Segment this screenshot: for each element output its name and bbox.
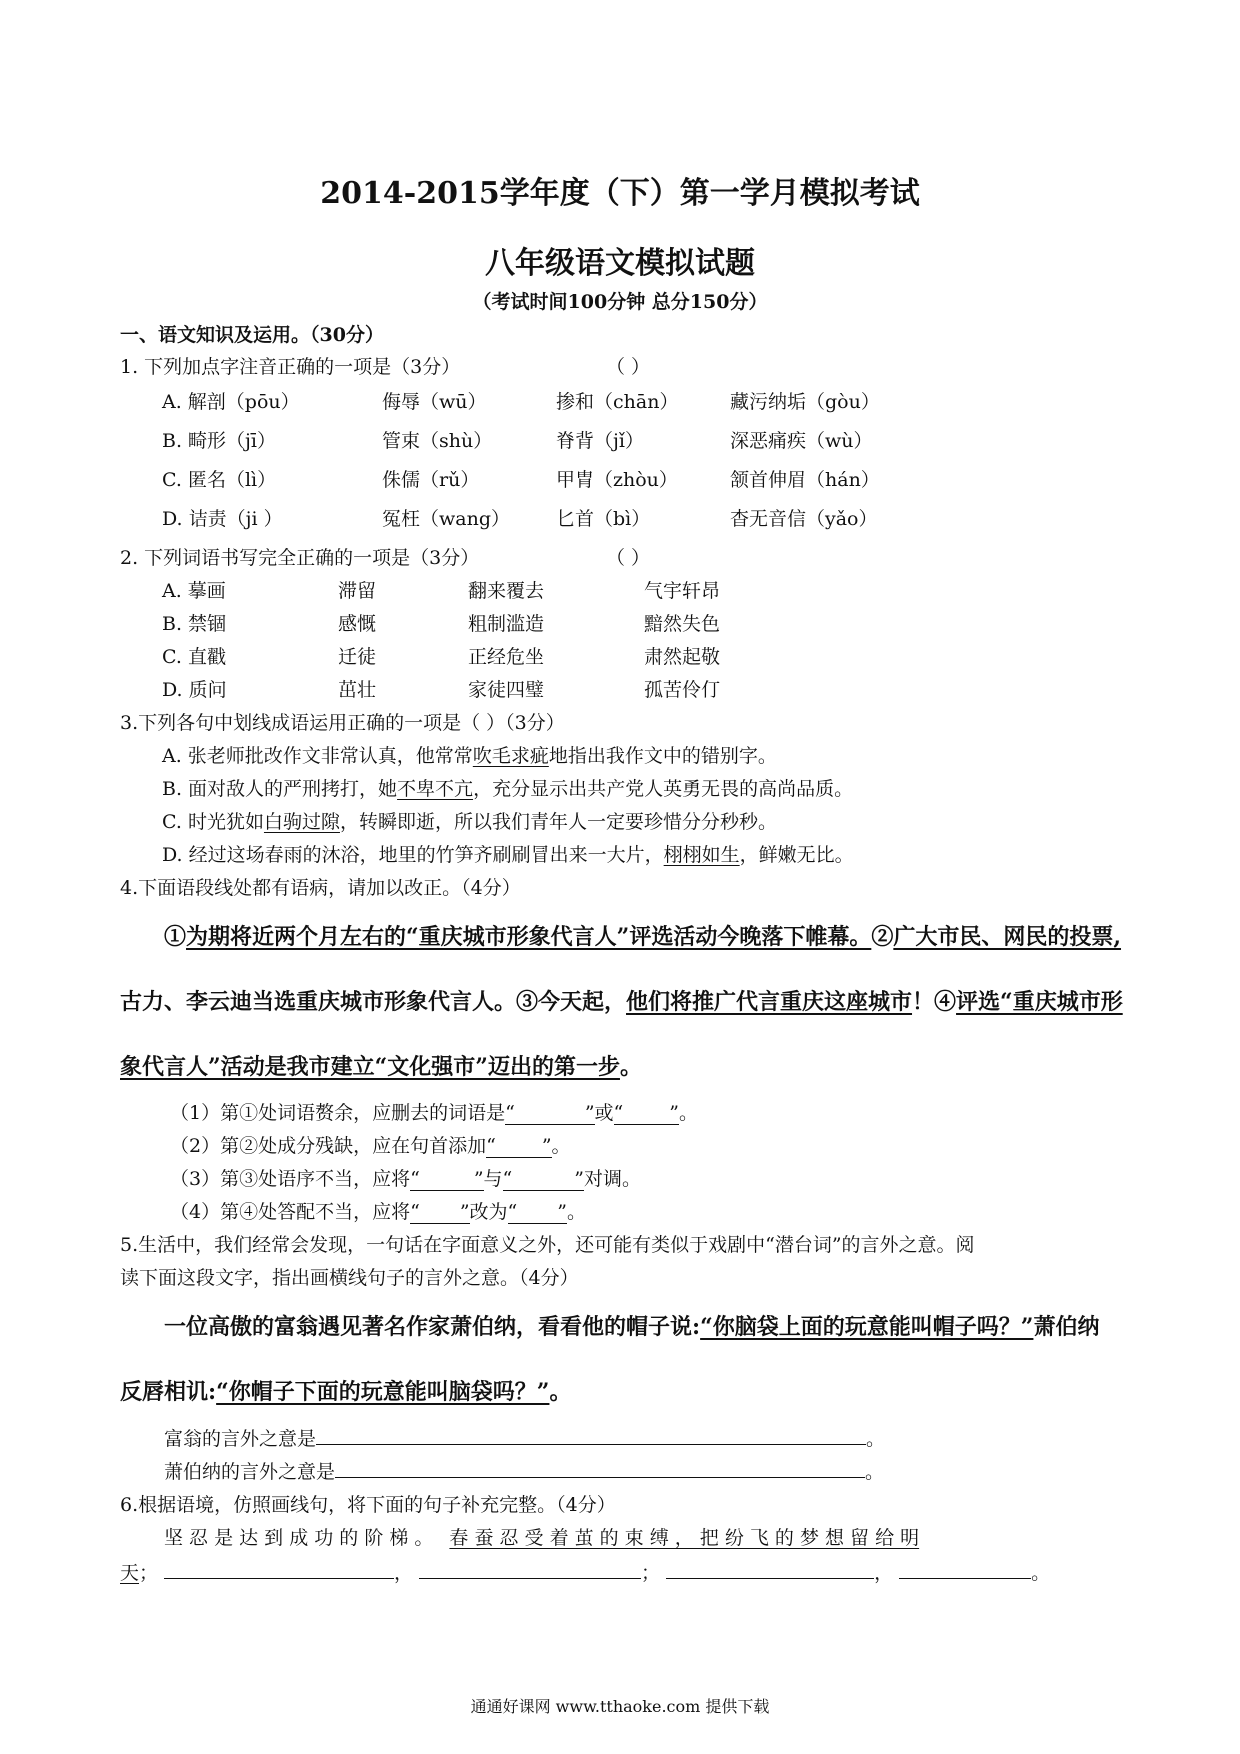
q2-c-1: C. 直戳: [162, 646, 226, 668]
q1-a-4: 藏污纳垢（gòu）: [730, 391, 880, 413]
q1-c-3: 甲胄（zhòu）: [556, 469, 678, 491]
q4-passage-line2: 古力、李云迪当选重庆城市形象代言人。③今天起，他们将推广代言重庆这座城市！④评选“重庆城市形: [120, 989, 1123, 1015]
q2-b-3: 粗制滥造: [468, 613, 545, 635]
q3-stem: 3.下列各句中划线成语运用正确的一项是（ ）（3分）: [120, 712, 565, 734]
q1-d-1: D. 诘责（ji ）: [162, 508, 283, 530]
answer-blank[interactable]: [335, 1459, 865, 1478]
answer-blank[interactable]: [316, 1426, 866, 1445]
q1-b-1: B. 畸形（jī）: [162, 430, 277, 452]
q2-answer-paren: （ ）: [606, 547, 651, 569]
q1-c-2: 侏儒（rǔ）: [382, 469, 480, 491]
q1-b-2: 管束（shù）: [382, 430, 493, 452]
q2-c-2: 迁徒: [338, 646, 377, 668]
answer-blank[interactable]: “ ”: [613, 1102, 679, 1124]
q1-d-4: 杳无音信（yǎo）: [730, 508, 878, 530]
q5-passage-line1: 一位高傲的富翁遇见著名作家萧伯纳，看看他的帽子说:“你脑袋上面的玩意能叫帽子吗？”萧伯纳: [164, 1314, 1100, 1340]
q2-stem: 2. 下列词语书写完全正确的一项是（3分）: [120, 547, 480, 569]
q1-b-4: 深恶痛疾（wù）: [730, 430, 873, 452]
q2-a-3: 翻来覆去: [468, 580, 545, 602]
q3-option-c: C. 时光犹如白驹过隙，转瞬即逝，所以我们青年人一定要珍惜分分秒秒。: [162, 811, 777, 833]
exam-title: 2014-2015学年度（下）第一学月模拟考试: [320, 176, 920, 211]
q5-answer1: 富翁的言外之意是 。: [164, 1428, 886, 1450]
answer-blank[interactable]: “ ”: [410, 1168, 484, 1190]
q3-option-a: A. 张老师批改作文非常认真，他常常吹毛求疵地指出我作文中的错别字。: [162, 745, 777, 767]
q5-answer2: 萧伯纳的言外之意是 。: [164, 1461, 885, 1483]
answer-blank[interactable]: [164, 1560, 394, 1579]
q1-a-2: 侮辱（wū）: [382, 391, 487, 413]
answer-blank[interactable]: [666, 1560, 874, 1579]
q2-d-3: 家徒四璧: [468, 679, 545, 701]
q6-stem: 6.根据语境，仿照画线句，将下面的句子补充完整。（4分）: [120, 1494, 616, 1516]
underlined-idiom: 栩栩如生: [663, 844, 740, 866]
q4-stem: 4.下面语段线处都有语病，请加以改正。（4分）: [120, 877, 521, 899]
q2-d-1: D. 质问: [162, 679, 227, 701]
exam-info: （考试时间100分钟 总分150分）: [472, 291, 768, 313]
q1-answer-paren: （ ）: [606, 356, 651, 378]
q1-c-4: 颔首伸眉（hán）: [730, 469, 880, 491]
answer-blank[interactable]: “ ”: [502, 1168, 584, 1190]
section-heading: 一、语文知识及运用。（30分）: [120, 324, 384, 346]
q4-passage-line3: 象代言人”活动是我市建立“文化强市”迈出的第一步。: [120, 1054, 642, 1080]
q2-d-2: 茁壮: [338, 679, 377, 701]
q5-passage-line2: 反唇相讥:“你帽子下面的玩意能叫脑袋吗？”。: [120, 1379, 572, 1405]
q2-b-1: B. 禁锢: [162, 613, 227, 635]
answer-blank[interactable]: “ ”: [486, 1135, 552, 1157]
q2-a-4: 气宇轩昂: [644, 580, 721, 602]
q1-d-2: 冤枉（wang）: [382, 508, 510, 530]
q4-sub2: （2）第②处成分残缺，应在句首添加“ ”。: [170, 1135, 571, 1157]
q6-line1: 坚 忍 是 达 到 成 功 的 阶 梯 。 春 蚕 忍 受 着 茧 的 束 缚 ， 把 纷 飞 的 梦 想 留 给 明: [164, 1527, 920, 1549]
q6-line2: 天； ， ； ， 。: [120, 1562, 1051, 1584]
q1-a-3: 掺和（chān）: [556, 391, 679, 413]
answer-blank[interactable]: “ ”: [410, 1201, 470, 1223]
q2-a-2: 滞留: [338, 580, 377, 602]
q5-stem-line1: 5.生活中，我们经常会发现，一句话在字面意义之外，还可能有类似于戏剧中“潜台词”的言外之意。阅: [120, 1234, 975, 1256]
q3-option-d: D. 经过这场春雨的沐浴，地里的竹笋齐刷刷冒出来一大片，栩栩如生，鲜嫩无比。: [162, 844, 854, 866]
underlined-idiom: 吹毛求疵: [472, 745, 549, 767]
q1-d-3: 匕首（bì）: [556, 508, 651, 530]
q5-stem-line2: 读下面这段文字，指出画横线句子的言外之意。（4分）: [120, 1267, 579, 1289]
q2-d-4: 孤苦伶仃: [644, 679, 721, 701]
underlined-idiom: 白驹过隙: [263, 811, 340, 833]
q4-sub1: （1）第①处词语赘余，应删去的词语是“ ”或“ ”。: [170, 1102, 698, 1124]
q1-stem: 1. 下列加点字注音正确的一项是（3分）: [120, 356, 461, 378]
q2-b-4: 黯然失色: [644, 613, 721, 635]
q3-option-b: B. 面对敌人的严刑拷打，她不卑不亢，充分显示出共产党人英勇无畏的高尚品质。: [162, 778, 854, 800]
footer-source: 通通好课网 www.tthaoke.com 提供下载: [470, 1697, 770, 1716]
q1-a-1: A. 解剖（pōu）: [162, 391, 300, 413]
answer-blank[interactable]: “ ”: [507, 1201, 567, 1223]
q4-sub3: （3）第③处语序不当，应将“ ”与“ ”对调。: [170, 1168, 641, 1190]
q1-c-1: C. 匿名（lì）: [162, 469, 277, 491]
exam-subtitle: 八年级语文模拟试题: [485, 246, 755, 281]
q2-a-1: A. 摹画: [162, 580, 226, 602]
q1-b-3: 脊背（jǐ）: [556, 430, 644, 452]
answer-blank[interactable]: “ ”: [505, 1102, 595, 1124]
q2-c-3: 正经危坐: [468, 646, 545, 668]
answer-blank[interactable]: [899, 1560, 1031, 1579]
q4-sub4: （4）第④处答配不当，应将“ ”改为“ ”。: [170, 1201, 586, 1223]
q2-c-4: 肃然起敬: [644, 646, 721, 668]
q2-b-2: 感慨: [338, 613, 377, 635]
q4-passage-line1: ①为期将近两个月左右的“重庆城市形象代言人”评选活动今晚落下帷幕。②广大市民、网民的投票,: [164, 924, 1122, 950]
answer-blank[interactable]: [419, 1560, 641, 1579]
underlined-idiom: 不卑不亢: [397, 778, 474, 800]
